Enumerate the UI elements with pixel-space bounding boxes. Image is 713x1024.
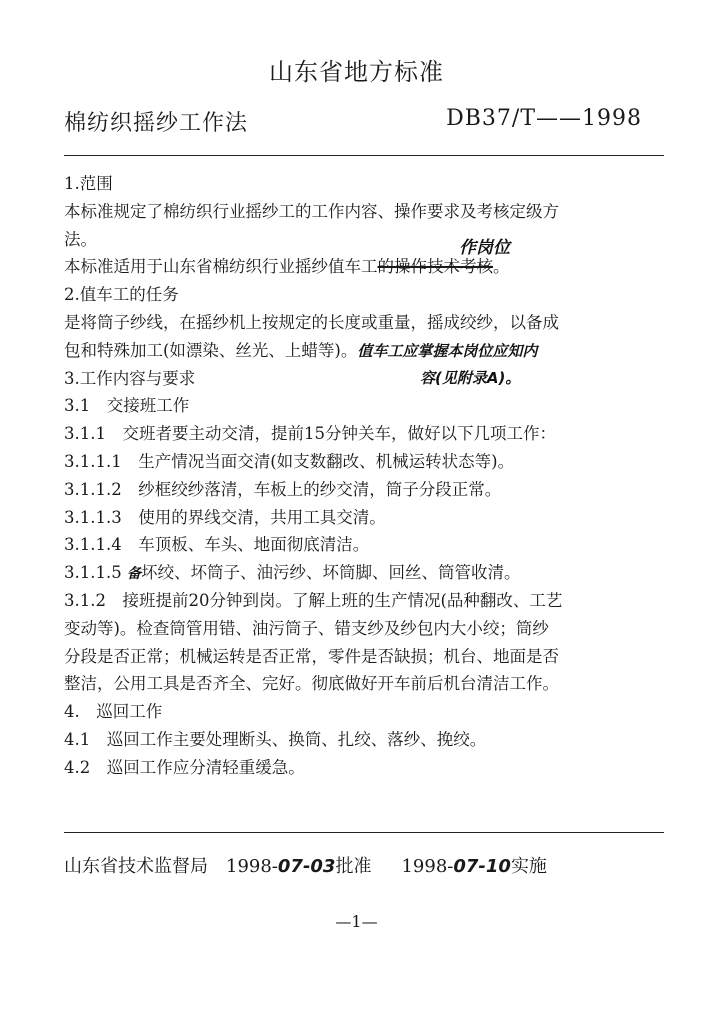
handwritten-mark: 备 bbox=[126, 566, 141, 583]
clause-3-1: 3.1 交接班工作 bbox=[64, 396, 190, 416]
issuer-title: 山东省地方标准 bbox=[269, 58, 444, 86]
approve-label: 批准 bbox=[335, 856, 372, 877]
section-2-heading: 2.值车工的任务 bbox=[64, 285, 179, 305]
paragraph-text: 包和特殊加工(如漂染、丝光、上蜡等)。 bbox=[64, 340, 358, 360]
document-code: DB37/T——1998 bbox=[446, 106, 642, 131]
clause-3-1-1: 3.1.1 交班者要主动交清，提前15分钟关车，做好以下几项工作： bbox=[64, 424, 556, 444]
paragraph-line: 整洁，公用工具是否齐全、完好。彻底做好开车前后机台清洁工作。 bbox=[64, 674, 559, 694]
document-header bbox=[64, 106, 664, 140]
clause-3-1-1-1: 3.1.1.1 生产情况当面交清(如支数翻改、机械运转状态等)。 bbox=[64, 451, 515, 471]
handwritten-annotation: 容(见附录A)。 bbox=[420, 368, 521, 387]
paragraph-line: 是将筒子纱线，在摇纱机上按规定的长度或重量，摇成绞纱，以备成 bbox=[64, 312, 559, 332]
clause-4-1: 4.1 巡回工作主要处理断头、换筒、扎绞、落纱、挽绞。 bbox=[64, 729, 487, 749]
handwritten-annotation: 作岗位 bbox=[459, 238, 510, 259]
document-body bbox=[64, 170, 674, 782]
struck-text: 的操作技术考核 bbox=[377, 257, 493, 277]
clause-4-2: 4.2 巡回工作应分清轻重缓急。 bbox=[64, 757, 305, 777]
clause-3-1-1-3: 3.1.1.3 使用的界线交清，共用工具交清。 bbox=[64, 507, 386, 527]
paragraph-line: 法。 bbox=[64, 229, 97, 249]
handwritten-annotation: 值车工应掌握本岗位应知内 bbox=[357, 341, 538, 360]
page-number: —1— bbox=[335, 912, 378, 931]
paragraph-line: 分段是否正常；机械运转是否正常，零件是否缺损；机台、地面是否 bbox=[64, 646, 559, 666]
section-4-heading: 4. 巡回工作 bbox=[64, 702, 163, 722]
authority: 山东省技术监督局 bbox=[64, 856, 208, 877]
clause-3-1-1-4: 3.1.1.4 车顶板、车头、地面彻底清洁。 bbox=[64, 535, 370, 555]
document-footer bbox=[64, 852, 664, 878]
clause-3-1-1-2: 3.1.1.2 纱框绞纱落清，车板上的纱交清，筒子分段正常。 bbox=[64, 479, 502, 499]
paragraph-line-with-note bbox=[64, 337, 674, 365]
section-1-heading: 1.范围 bbox=[64, 174, 113, 193]
handwritten-effective-date: 07-10 bbox=[453, 856, 511, 877]
scope-end: 。 bbox=[493, 257, 510, 277]
effective-year: 1998- bbox=[401, 856, 454, 877]
paragraph-line: 本标准规定了棉纺织行业摇纱工的工作内容、操作要求及考核定级方 bbox=[64, 201, 559, 221]
handwritten-approve-date: 07-03 bbox=[277, 856, 336, 877]
section-3-heading-line bbox=[64, 365, 674, 393]
document-title: 棉纺织摇纱工作法 bbox=[64, 111, 249, 136]
header-rule bbox=[64, 155, 664, 156]
clause-3-1-2: 3.1.2 接班提前20分钟到岗。了解上班的生产情况(品种翻改、工艺 bbox=[64, 590, 563, 610]
clause-3-1-1-5 bbox=[64, 559, 674, 587]
footer-rule bbox=[64, 832, 664, 833]
scope-line bbox=[64, 238, 674, 281]
clause-number: 3.1.1.5 bbox=[64, 563, 127, 583]
paragraph-line: 变动等)。检查筒管用错、油污筒子、错支纱及纱包内大小绞；筒纱 bbox=[64, 618, 549, 638]
clause-text: 坏绞、坏筒子、油污纱、坏筒脚、回丝、筒管收清。 bbox=[140, 563, 521, 583]
section-3-heading: 3.工作内容与要求 bbox=[64, 368, 196, 388]
approve-year: 1998- bbox=[226, 856, 278, 877]
effective-label: 实施 bbox=[510, 856, 547, 877]
scope-text: 本标准适用于山东省棉纺织行业摇纱值车工 bbox=[64, 257, 378, 277]
